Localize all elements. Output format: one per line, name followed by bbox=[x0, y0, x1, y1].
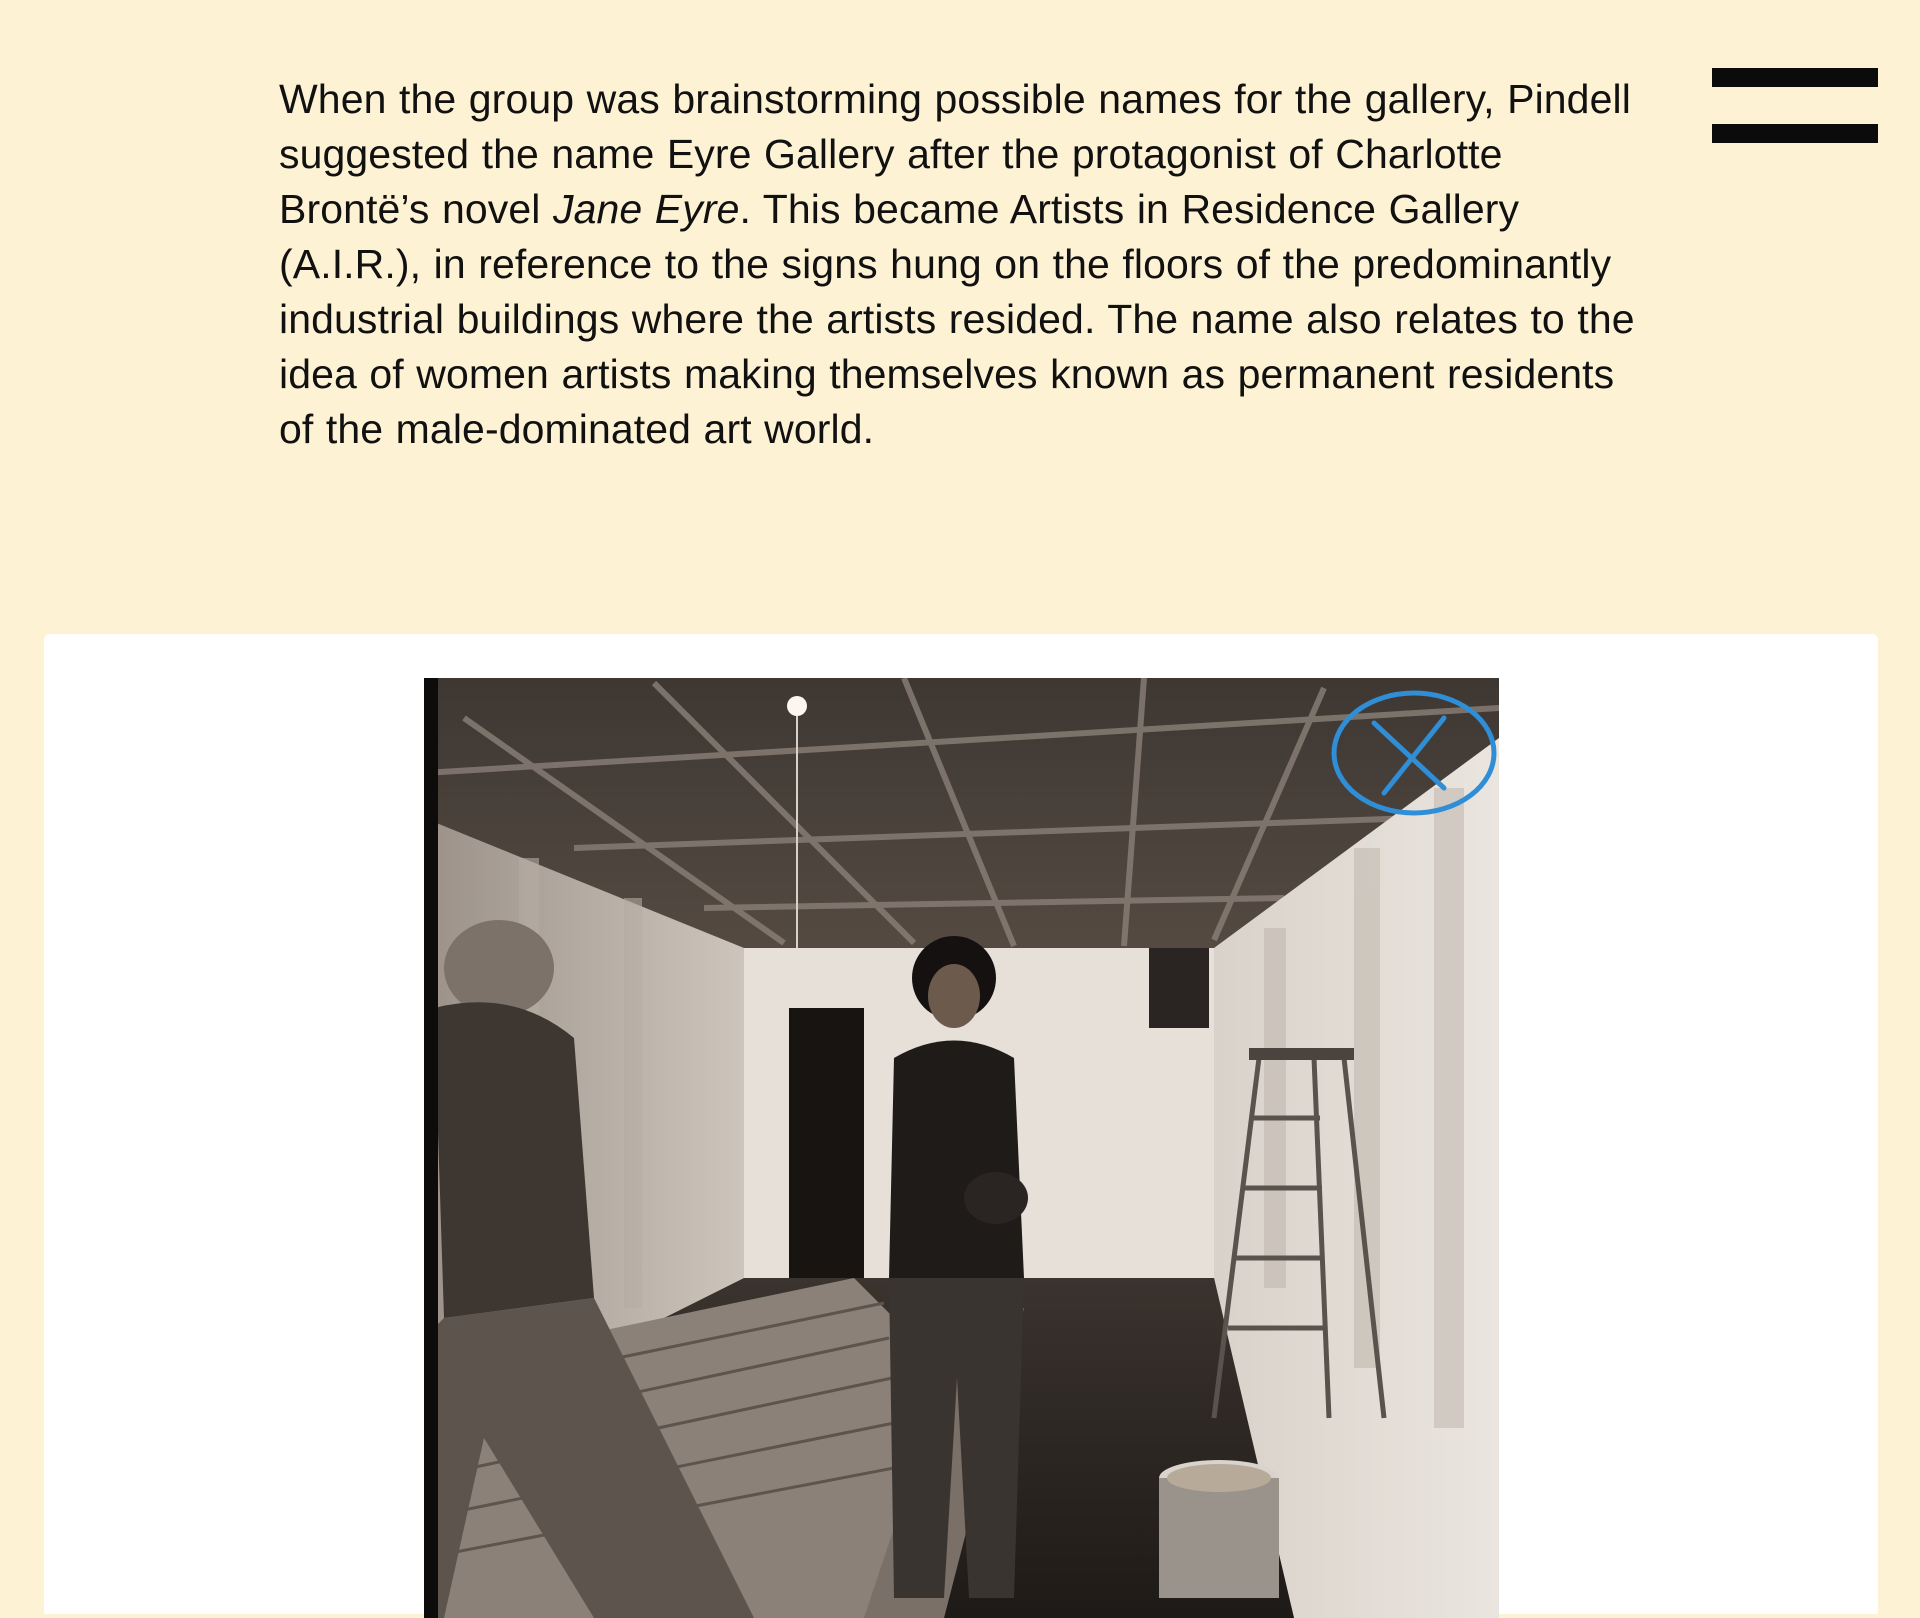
hamburger-menu-icon-bar bbox=[1712, 124, 1878, 143]
article-text-intro: When the group was brainstorming possible names for the gallery, Pindell suggested the name Eyre Gallery after the protagonist of Charlotte Brontë’s novel bbox=[279, 76, 1631, 232]
article-text-rest: . This became Artists in Residence Gallery (A.I.R.), in reference to the signs hung on the floors of the predominantly industrial buildings where the artists resided. The name also relates to the idea of women artists making themselves known as permanent residents of the male-dominated art world. bbox=[279, 186, 1635, 452]
archival-photo bbox=[424, 678, 1499, 1618]
article-paragraph bbox=[279, 72, 1639, 457]
menu-button[interactable] bbox=[1712, 68, 1878, 146]
hamburger-menu-icon bbox=[1712, 68, 1878, 87]
archival-photo-image bbox=[424, 678, 1499, 1618]
photo-panel bbox=[44, 634, 1878, 1614]
novel-title: Jane Eyre bbox=[552, 186, 740, 232]
